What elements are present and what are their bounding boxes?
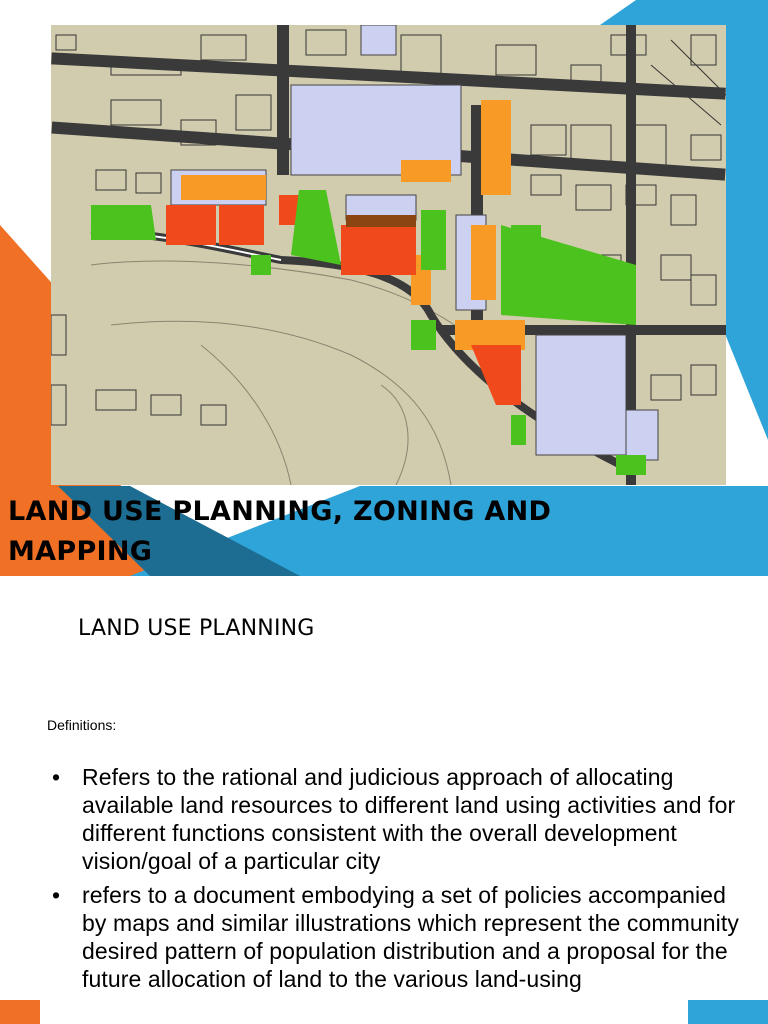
bullet-icon: • <box>52 764 61 790</box>
list-item <box>52 763 742 875</box>
bullet-icon: • <box>52 882 61 908</box>
land-use-zoning-map <box>51 25 726 485</box>
definitions-label: Definitions: <box>47 717 117 733</box>
title-line-2: MAPPING <box>8 536 153 567</box>
orange-corner-accent <box>0 1000 40 1024</box>
blue-corner-accent <box>688 1000 768 1024</box>
bullet-text: refers to a document embodying a set of policies accompanied by maps and similar illustrations which represent the community desired pattern of population distribution and a proposal for the future allocation of land to the various land-using <box>82 882 739 992</box>
zoning-map-drawing <box>51 25 726 485</box>
bullet-text: Refers to the rational and judicious approach of allocating available land resources to different land using activities and for different functions consistent with the overall development vision/goal of a particular city <box>82 764 736 874</box>
slide-title <box>8 492 608 572</box>
title-line-1: LAND USE PLANNING, ZONING AND <box>8 496 552 527</box>
definitions-list <box>52 763 742 999</box>
content-slide <box>0 576 768 1024</box>
list-item <box>52 881 742 993</box>
section-title: LAND USE PLANNING <box>78 616 315 641</box>
